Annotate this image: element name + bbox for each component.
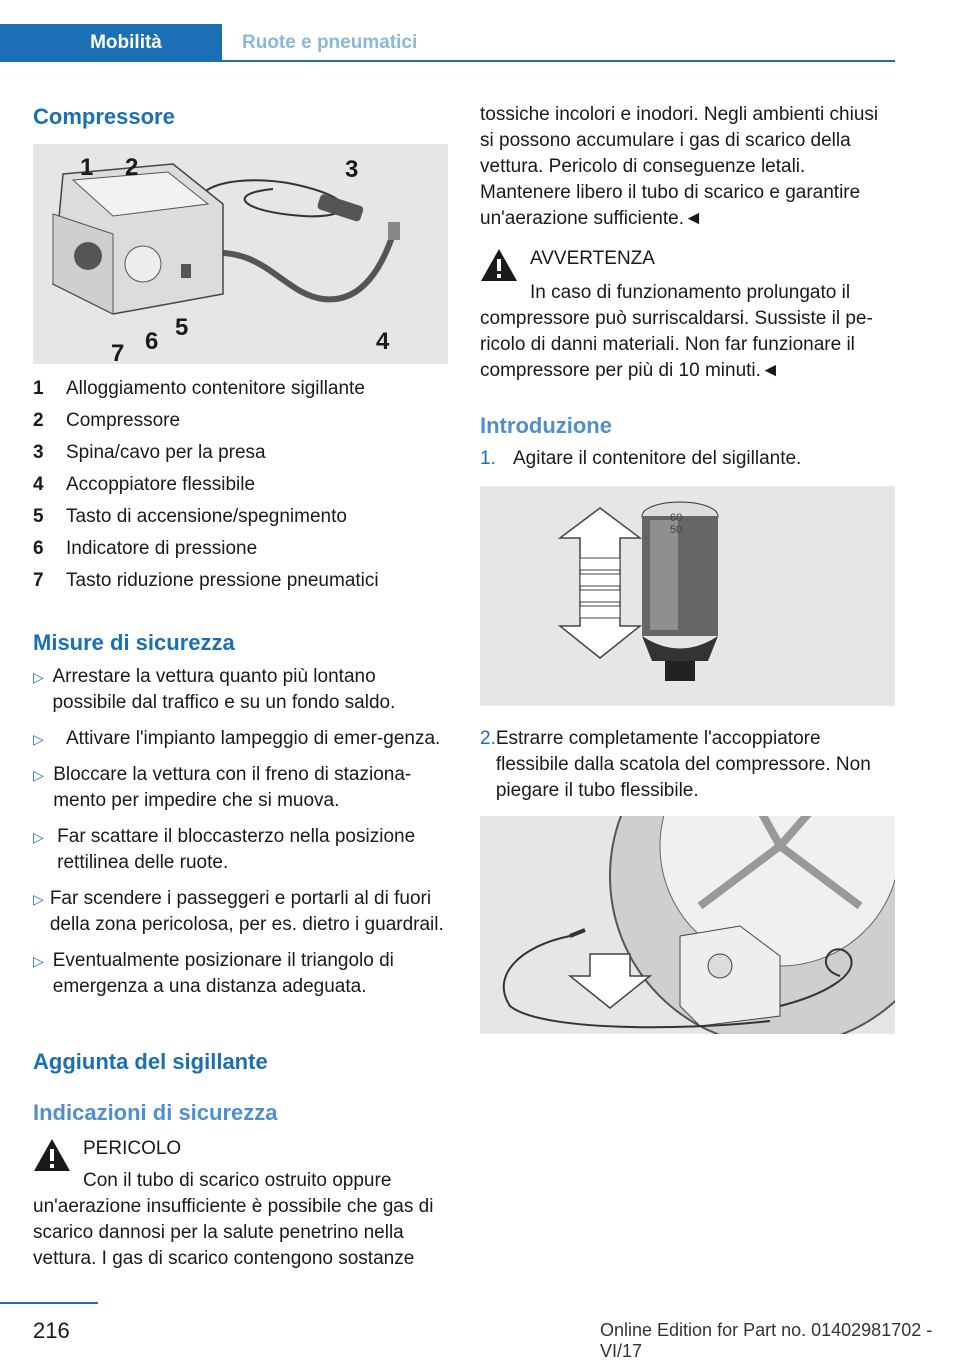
danger-line-1: Con il tubo di scarico ostruito oppure bbox=[83, 1170, 392, 1191]
legend-text: Tasto di accensione/spegnimento bbox=[66, 506, 347, 527]
legend-number: 2 bbox=[33, 410, 44, 431]
legend-text: Compressore bbox=[66, 410, 181, 431]
legend-row bbox=[33, 378, 448, 410]
step-text: Agitare il contenitore del sigillante. bbox=[513, 448, 802, 469]
danger-text: un'aerazione insufficiente è possibile che gas di scarico dannosi per la salute penetrino nella vettura. I gas di scarico contengono sostanze bbox=[33, 1196, 434, 1269]
list-item bbox=[33, 824, 448, 876]
legend-text: Spina/cavo per la presa bbox=[66, 442, 266, 463]
figure-legend bbox=[33, 378, 448, 602]
list-item-text: Attivare l'impianto lampeggio di emer-genza. bbox=[66, 728, 441, 749]
legend-row bbox=[33, 506, 448, 538]
section-title-compressore: Compressore bbox=[33, 104, 175, 129]
figure-label-3: 3 bbox=[345, 156, 359, 183]
hose-extraction-illustration bbox=[480, 816, 895, 1034]
step-number: 1. bbox=[480, 448, 496, 469]
gauge-label-50: 50 bbox=[670, 524, 683, 536]
legend-text: Alloggiamento contenitore sigillante bbox=[66, 378, 365, 399]
legend-text: Accoppiatore flessibile bbox=[66, 474, 256, 495]
triangle-bullet-icon: ▷ bbox=[33, 669, 44, 685]
legend-number: 4 bbox=[33, 474, 44, 495]
triangle-bullet-icon: ▷ bbox=[33, 731, 44, 747]
step-1 bbox=[480, 446, 895, 472]
tab-ruote-pneumatici[interactable]: Ruote e pneumatici bbox=[242, 32, 418, 53]
figure-label-7: 7 bbox=[111, 340, 125, 367]
list-item bbox=[33, 664, 448, 716]
section-title-aggiunta-sigillante: Aggiunta del sigillante bbox=[33, 1049, 268, 1074]
legend-number: 7 bbox=[33, 570, 44, 591]
figure-label-5: 5 bbox=[175, 314, 189, 341]
legend-number: 6 bbox=[33, 538, 44, 559]
warning-text: compressore può surriscaldarsi. Sussiste il pe-ricolo di danni materiali. Non far funzionare il compressore per più di 10 minuti.◄ bbox=[480, 308, 873, 381]
header-rule bbox=[0, 60, 895, 62]
subsection-title-indicazioni: Indicazioni di sicurezza bbox=[33, 1100, 278, 1125]
page-number: 216 bbox=[33, 1318, 70, 1343]
triangle-bullet-icon: ▷ bbox=[33, 953, 44, 969]
danger-title: PERICOLO bbox=[83, 1138, 182, 1159]
figure-label-4: 4 bbox=[376, 328, 390, 355]
figure-label-1: 1 bbox=[80, 154, 94, 181]
step-2 bbox=[480, 726, 895, 804]
hose-extraction-figure bbox=[480, 816, 895, 1034]
list-item-text: Far scattare il bloccasterzo nella posizione rettilinea delle ruote. bbox=[57, 826, 416, 873]
legend-row bbox=[33, 410, 448, 442]
danger-text-continued: tossiche incolori e inodori. Negli ambienti chiusi si possono accumulare i gas di scarico della vettura. Pericolo di conseguenze letali. Mantenere libero il tubo di scarico e garantire un'aerazione sufficiente.◄ bbox=[480, 104, 879, 229]
list-item bbox=[33, 948, 448, 1000]
warning-triangle-icon bbox=[480, 248, 518, 282]
legend-row bbox=[33, 442, 448, 474]
warning-line-1: In caso di funzionamento prolungato il bbox=[530, 282, 851, 303]
legend-row bbox=[33, 570, 448, 602]
legend-row bbox=[33, 474, 448, 506]
list-item-text: Arrestare la vettura quanto più lontano possibile dal traffico e su un fondo saldo. bbox=[52, 666, 396, 713]
legend-row bbox=[33, 538, 448, 570]
legend-number: 3 bbox=[33, 442, 44, 463]
gauge-label-60: 60 bbox=[670, 512, 683, 524]
edition-note: Online Edition for Part no. 01402981702 - VI/17 bbox=[600, 1320, 933, 1361]
legend-number: 1 bbox=[33, 378, 44, 399]
footer-rule bbox=[0, 1302, 98, 1304]
shake-bottle-illustration bbox=[480, 486, 895, 706]
section-title-introduzione: Introduzione bbox=[480, 413, 612, 438]
safety-list bbox=[33, 664, 448, 1010]
sealant-bottle-figure bbox=[480, 486, 895, 706]
list-item-text: Eventualmente posizionare il triangolo di emergenza a una distanza adeguata. bbox=[52, 950, 394, 997]
legend-number: 5 bbox=[33, 506, 44, 527]
warning-notice bbox=[480, 248, 895, 388]
legend-text: Indicatore di pressione bbox=[66, 538, 258, 559]
figure-label-6: 6 bbox=[145, 328, 159, 355]
step-text: Estrarre completamente l'accoppiatore flessibile dalla scatola del compressore. Non piegare il tubo flessibile. bbox=[495, 728, 871, 801]
compressor-figure bbox=[33, 144, 448, 367]
warning-title: AVVERTENZA bbox=[530, 248, 655, 269]
triangle-bullet-icon: ▷ bbox=[33, 829, 44, 845]
step-number: 2. bbox=[480, 728, 496, 749]
danger-notice bbox=[33, 1138, 448, 1278]
warning-triangle-icon bbox=[33, 1138, 71, 1172]
legend-text: Tasto riduzione pressione pneumatici bbox=[66, 570, 379, 591]
triangle-bullet-icon: ▷ bbox=[33, 891, 44, 907]
section-title-misure-sicurezza: Misure di sicurezza bbox=[33, 630, 235, 655]
tab-mobilita[interactable]: Mobilità bbox=[0, 24, 222, 62]
list-item-text: Far scendere i passeggeri e portarli al di fuori della zona pericolosa, per es. dietro i guardrail. bbox=[49, 888, 444, 935]
list-item bbox=[33, 726, 448, 752]
list-item-text: Bloccare la vettura con il freno di staziona-mento per impedire che si muova. bbox=[53, 764, 412, 811]
list-item bbox=[33, 762, 448, 814]
list-item bbox=[33, 886, 448, 938]
triangle-bullet-icon: ▷ bbox=[33, 767, 44, 783]
figure-label-2: 2 bbox=[125, 154, 139, 181]
